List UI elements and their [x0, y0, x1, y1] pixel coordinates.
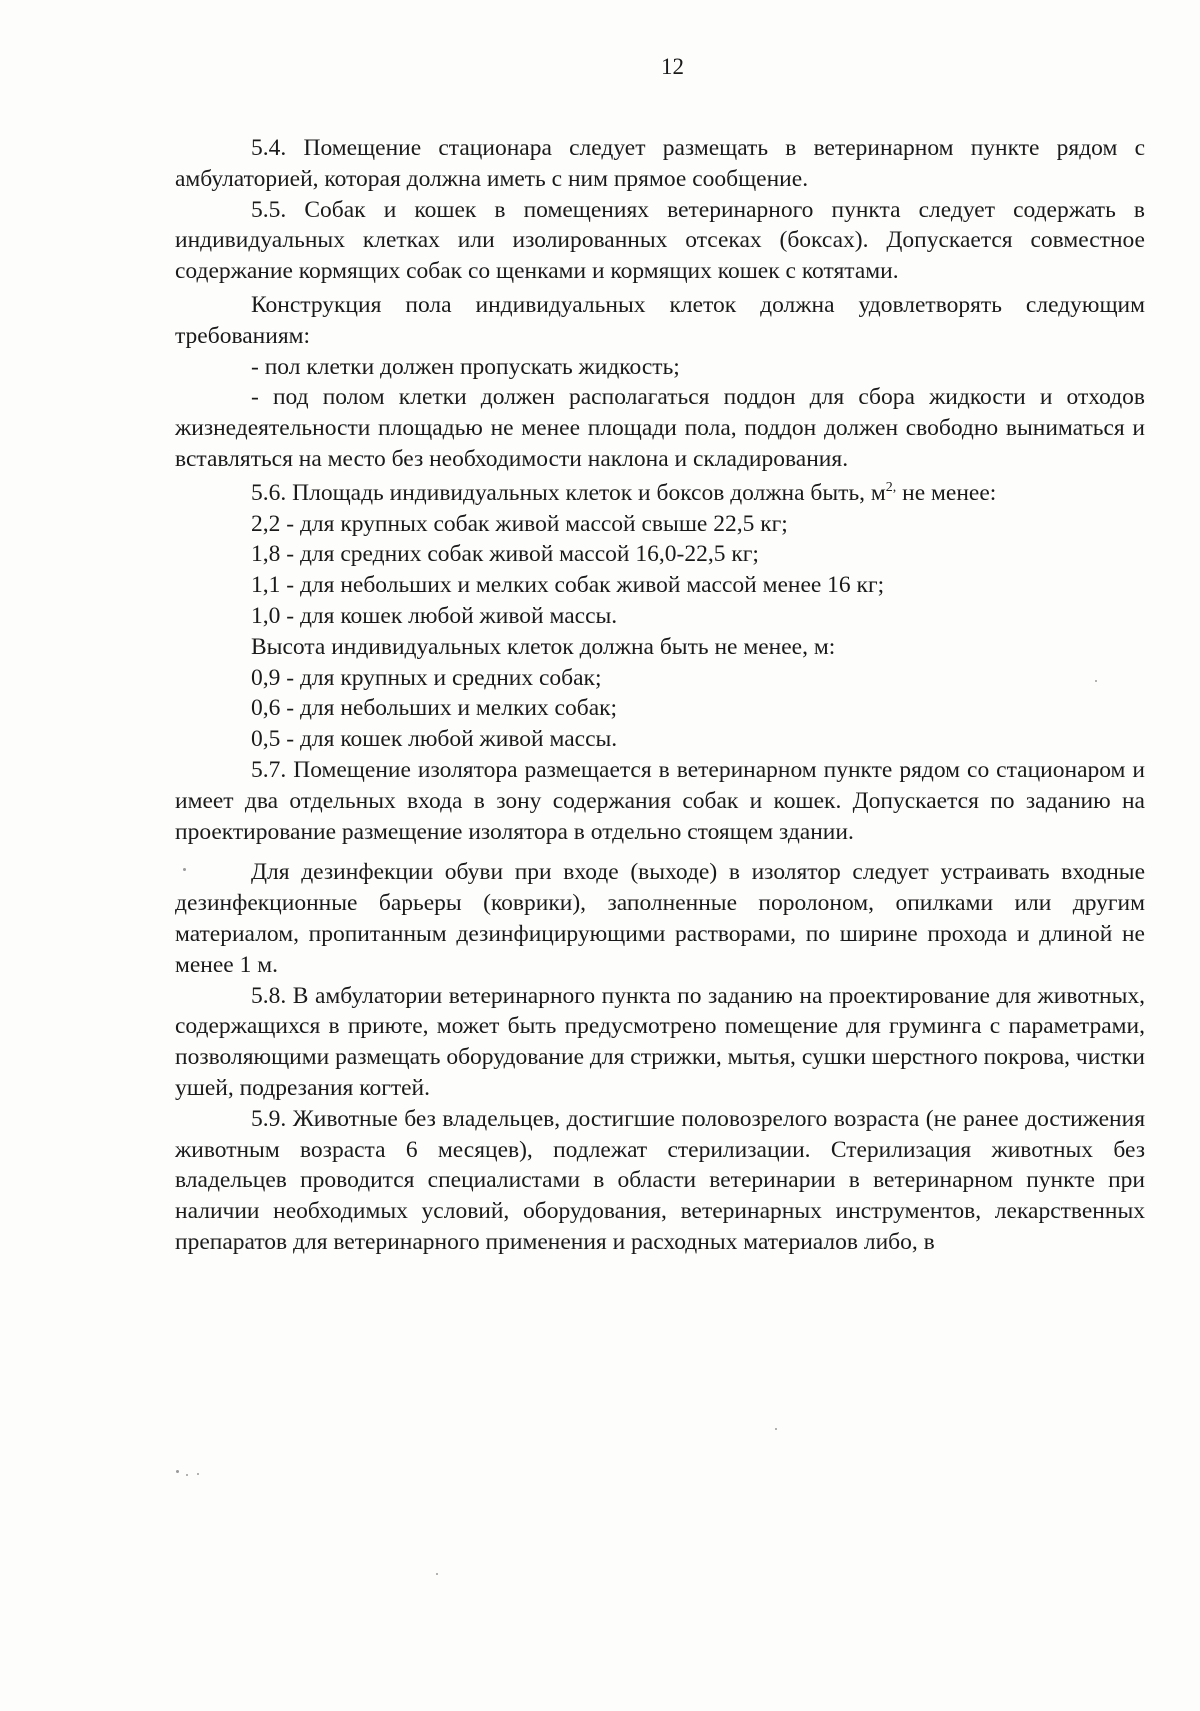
paragraph-5-7: 5.7. Помещение изолятора размещается в ветеринарном пункте рядом со стационаром и имеет два отдельных входа в зону содержания собак и кошек. Допускается по заданию на проектирование размещение изолятора в отдельно стоящем здании.: [175, 756, 1145, 845]
paragraph-5-6-text-end: не менее:: [896, 479, 997, 506]
scan-speck: [436, 1573, 438, 1575]
area-list-item: 1,1 - для небольших и мелких собак живой массой менее 16 кг;: [251, 572, 885, 599]
floor-requirements-intro: Конструкция пола индивидуальных клеток должна удовлетворять следующим требованиям:: [175, 291, 1145, 349]
scan-speck: [197, 1473, 199, 1475]
height-requirements-intro: Высота индивидуальных клеток должна быть не менее, м:: [251, 633, 836, 660]
scan-speck: [186, 1474, 188, 1476]
area-list-item: 1,0 - для кошек любой живой массы.: [251, 602, 618, 629]
paragraph-5-6: [175, 478, 1145, 509]
height-list-item: 0,9 - для крупных и средних собак;: [251, 664, 602, 691]
area-list-item: 1,8 - для средних собак живой массой 16,0-22,5 кг;: [251, 541, 759, 568]
paragraph-5-9: 5.9. Животные без владельцев, достигшие половозрелого возраста (не ранее достижения животным возраста 6 месяцев), подлежат стерилизации. Стерилизация животных без владельцев проводится специалистами в области ветеринарии в ветеринарном пункте при наличии необходимых условий, оборудования, ветеринарных инструментов, лекарственных препаратов для ветеринарного применения и расходных материалов либо, в: [175, 1105, 1145, 1255]
scan-speck: [183, 868, 186, 871]
paragraph-5-6-text: 5.6. Площадь индивидуальных клеток и боксов должна быть, м: [251, 479, 886, 506]
height-list-item: 0,6 - для небольших и мелких собак;: [251, 695, 618, 722]
scan-speck: [176, 1470, 179, 1473]
square-meter-superscript: 2,: [885, 479, 897, 495]
floor-requirement-item: - под полом клетки должен располагаться поддон для сбора жидкости и отходов жизнедеятельности площадью не менее площади пола, поддон должен свободно выниматься и вставляться на место без необходимости наклона и складирования.: [175, 384, 1145, 472]
floor-requirement-item: - пол клетки должен пропускать жидкость;: [251, 353, 680, 380]
paragraph-5-5: 5.5. Собак и кошек в помещениях ветеринарного пункта следует содержать в индивидуальных клетках или изолированных отсеках (боксах). Допускается совместное содержание кормящих собак со щенками и кормящих кошек с котятами.: [175, 196, 1145, 285]
scan-speck: [775, 1428, 777, 1430]
document-body: [175, 133, 1145, 1258]
height-list-item: 0,5 - для кошек любой живой массы.: [251, 726, 618, 753]
area-list-item: 2,2 - для крупных собак живой массой свыше 22,5 кг;: [251, 510, 788, 537]
scan-speck: [1095, 680, 1097, 682]
page-number: 12: [661, 54, 684, 79]
paragraph-5-8: 5.8. В амбулатории ветеринарного пункта по заданию на проектирование для животных, содержащихся в приюте, может быть предусмотрено помещение для груминга с параметрами, позволяющими размещать оборудование для стрижки, мытья, сушки шерстного покрова, чистки ушей, подрезания когтей.: [175, 982, 1145, 1101]
paragraph-5-4: 5.4. Помещение стационара следует размещать в ветеринарном пункте рядом с амбулаторией, которая должна иметь с ним прямое сообщение.: [175, 135, 1145, 192]
disinfection-paragraph: Для дезинфекции обуви при входе (выходе) в изолятор следует устраивать входные дезинфекционные барьеры (коврики), заполненные поролоном, опилками или другим материалом, пропитанным дезинфицирующими растворами, по ширине прохода и длиной не менее 1 м.: [175, 859, 1145, 978]
